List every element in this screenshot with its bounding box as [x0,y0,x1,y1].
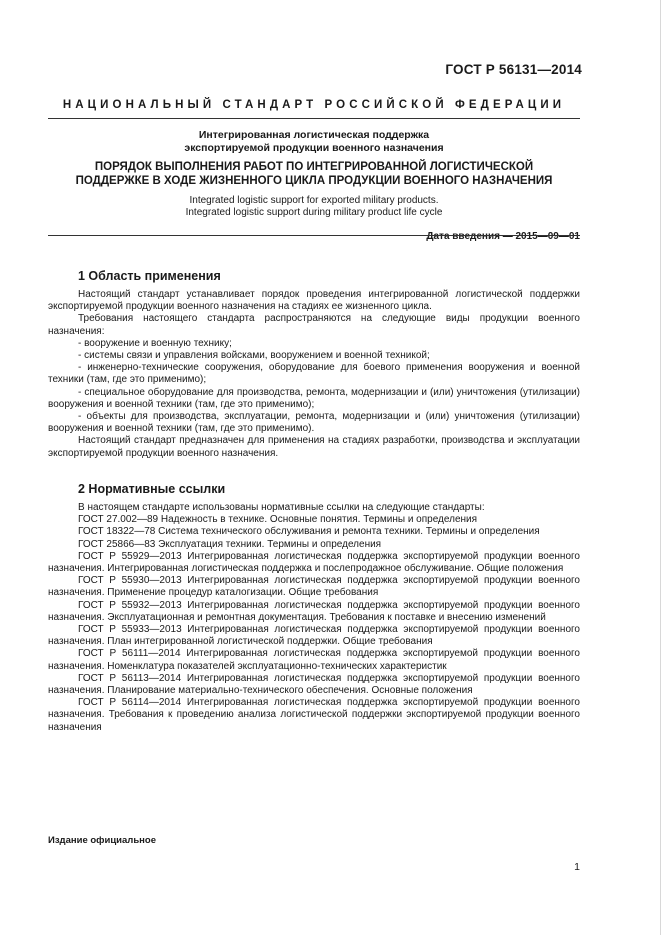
list-item: - объекты для производства, эксплуатации, ремонта, модернизации и (или) уничтожения (утилизации) вооружения и военной техники (там, где это применимо). [48,411,580,435]
english-title [48,195,580,219]
document-subtitle [48,129,580,154]
reference-item: ГОСТ Р 55930—2013 Интегрированная логистическая поддержка экспортируемой продукции военного назначения. Применение процедур каталогизации. Общие требования [48,575,580,599]
subtitle-line-1: Интегрированная логистическая поддержка [198,129,430,141]
section-scope [48,267,580,460]
reference-item: ГОСТ Р 55929—2013 Интегрированная логистическая поддержка экспортируемой продукции военного назначения. Интегрированная логистическая поддержка и послепродажное обслуживание. Общие положения [48,550,580,575]
section-normative-references [48,480,580,734]
list-item: - инженерно-технические сооружения, оборудование для боевого применения вооружения и военной техники (там, где это применимо); [48,362,580,386]
list-item: - специальное оборудование для производства, ремонта, модернизации и (или) уничтожения (утилизации) вооружения и военной техники (там, где это применимо); [48,386,580,410]
section-heading: 1 Область применения [78,269,221,283]
paragraph: Настоящий стандарт предназначен для применения на стадиях разработки, производства и эксплуатации экспортируемой продукции военного назначения. [48,435,580,459]
reference-item: ГОСТ Р 56114—2014 Интегрированная логистическая поддержка экспортируемой продукции военного назначения. Требования к проведению анализа логистической поддержки экспортируемой продукции военного назначения [48,697,580,733]
reference-item: ГОСТ 27.002—89 Надежность в технике. Основные понятия. Термины и определения [78,514,478,526]
paragraph: Настоящий стандарт устанавливает порядок проведения интегрированной логистической поддержки экспортируемой продукции военного назначения на стадиях ее жизненного цикла. [48,289,580,313]
reference-item: ГОСТ Р 55933—2013 Интегрированная логистическая поддержка экспортируемой продукции военного назначения. План интегрированной логистической поддержки. Общие требования [48,624,580,648]
main-title-line-1: ПОРЯДОК ВЫПОЛНЕНИЯ РАБОТ ПО ИНТЕГРИРОВАННОЙ ЛОГИСТИЧЕСКОЙ [94,161,534,173]
main-title-line-2: ПОДДЕРЖКЕ В ХОДЕ ЖИЗНЕННОГО ЦИКЛА ПРОДУКЦИИ ВОЕННОГО НАЗНАЧЕНИЯ [75,175,553,187]
list-item: - системы связи и управления войсками, вооружением и военной техникой; [78,350,430,362]
english-title-line-2: Integrated logistic support during military product life cycle [185,207,443,218]
reference-item: ГОСТ Р 55932—2013 Интегрированная логистическая поддержка экспортируемой продукции военного назначения. Эксплуатационная и ремонтная документация. Требования к поставке и внесению изменений [48,599,580,623]
paragraph: Требования настоящего стандарта распространяются на следующие виды продукции военного назначения: [48,313,580,337]
document-main-title [48,160,580,188]
section-heading: 2 Нормативные ссылки [78,482,226,496]
paragraph: В настоящем стандарте использованы нормативные ссылки на следующие стандарты: [78,502,485,513]
list-item: - вооружение и военную технику; [78,337,232,349]
header-rule [48,118,580,119]
reference-item: ГОСТ 18322—78 Система технического обслуживания и ремонта техники. Термины и определения [78,526,540,538]
reference-item: ГОСТ Р 56111—2014 Интегрированная логистическая поддержка экспортируемой продукции военного назначения. Номенклатура показателей эксплуатационно-технических характеристик [48,648,580,672]
date-rule [48,235,580,236]
page-number: 1 [574,861,580,873]
introduction-date: Дата введения — 2015—09—01 [426,231,580,242]
official-edition-label: Издание официальное [48,835,156,846]
english-title-line-1: Integrated logistic support for exported military products. [189,195,439,206]
document-code: ГОСТ Р 56131—2014 [445,62,582,77]
reference-item: ГОСТ Р 56113—2014 Интегрированная логистическая поддержка экспортируемой продукции военного назначения. Планирование материально-технического обеспечения. Основные положения [48,672,580,697]
national-standard-banner: НАЦИОНАЛЬНЫЙ СТАНДАРТ РОССИЙСКОЙ ФЕДЕРАЦИИ [62,99,566,111]
reference-item: ГОСТ 25866—83 Эксплуатация техники. Термины и определения [78,538,382,550]
subtitle-line-2: экспортируемой продукции военного назначения [184,141,444,154]
